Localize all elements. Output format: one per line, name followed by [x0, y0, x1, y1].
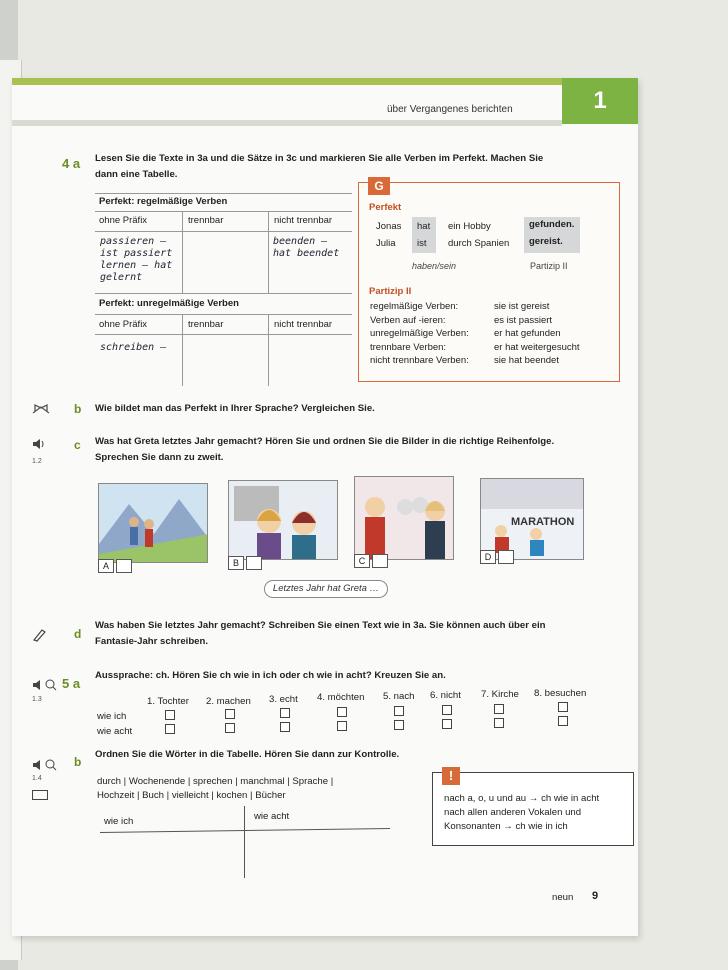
- track-number-4c: 1.2: [32, 458, 42, 465]
- exclamation-icon: !: [442, 767, 460, 785]
- partizip-title: Partizip II: [369, 286, 412, 297]
- checkbox-4-acht[interactable]: [337, 721, 347, 731]
- picture-b-friends: [228, 480, 338, 560]
- exercise-4b-number: b: [74, 402, 82, 416]
- speaker-search-icon-2: [32, 758, 58, 776]
- table-header-line: [100, 828, 390, 833]
- col-header-trennbar-2: trennbar: [188, 319, 224, 330]
- table-divider: [244, 806, 245, 878]
- exercise-4c-instruction: Was hat Greta letztes Jahr gemacht? Hören Sie und ordnen Sie die Bilder in die richtige Reihenfolge. Sprechen Sie dann zu zweit.: [95, 436, 555, 463]
- label-c: C: [354, 554, 370, 568]
- speech-bubble: Letztes Jahr hat Greta …: [264, 580, 388, 598]
- checkbox-1-ich[interactable]: [165, 710, 175, 720]
- answer-box-c[interactable]: [372, 554, 388, 568]
- pencil-icon: [32, 628, 46, 647]
- exercise-4a-number: 4 a: [62, 156, 81, 171]
- col-header-ohne-praefix: ohne Präfix: [99, 215, 148, 226]
- checkbox-1-acht[interactable]: [165, 724, 175, 734]
- grammar-title: Perfekt: [369, 202, 402, 213]
- grammar-row1-aux: hat: [417, 221, 431, 232]
- answer-box-d[interactable]: [498, 550, 514, 564]
- marathon-banner: MARATHON: [511, 516, 575, 528]
- word-1: 1. Tochter: [147, 696, 189, 707]
- checkbox-4-ich[interactable]: [337, 707, 347, 717]
- page-word: neun: [552, 892, 574, 903]
- exercise-4d-instruction: Was haben Sie letztes Jahr gemacht? Schreiben Sie einen Text wie in 3a. Sie können auch über ein Fantasie-Jahr schreiben.: [95, 620, 546, 647]
- row-wie-acht: wie acht: [97, 726, 133, 737]
- col-header-wie-acht: wie acht: [254, 811, 290, 822]
- book-discussion-icon: [32, 402, 50, 420]
- notebook-icon: [32, 790, 48, 800]
- header-grey-line: [12, 120, 562, 126]
- picture-c-party: [354, 476, 454, 560]
- checkbox-5-acht[interactable]: [394, 720, 404, 730]
- col-header-wie-ich: wie ich: [104, 816, 134, 827]
- row-wie-ich: wie ich: [97, 711, 127, 722]
- table-irregular-title: Perfekt: unregelmäßige Verben: [99, 298, 239, 309]
- word-list: durch | Wochenende | sprechen | manchmal | Sprache | Hochzeit | Buch | vielleicht | kochen | Bücher: [97, 776, 334, 801]
- handwriting-regular-nicht-trennbar: beenden – hat beendet: [273, 236, 340, 259]
- word-4: 4. möchten: [317, 692, 365, 703]
- answer-box-a[interactable]: [116, 559, 132, 573]
- col-header-trennbar: trennbar: [188, 215, 224, 226]
- picture-a-hiking: [98, 483, 208, 563]
- exercise-4d-number: d: [74, 627, 82, 641]
- exercise-5a-instruction: Aussprache: ch. Hören Sie ch wie in ich oder ch wie in acht? Kreuzen Sie an.: [95, 670, 446, 681]
- grammar-label-participle: Partizip II: [530, 261, 568, 271]
- partizip-examples: sie ist gereist es ist passiert er hat gefunden er hat weitergesucht sie hat beendet: [494, 301, 580, 366]
- speaker-search-icon: [32, 678, 58, 696]
- grammar-row1-object: ein Hobby: [448, 221, 491, 232]
- word-3: 3. echt: [269, 694, 298, 705]
- checkbox-6-acht[interactable]: [442, 719, 452, 729]
- header-green-bar: [12, 78, 562, 85]
- grammar-row2-participle: gereist.: [529, 236, 563, 247]
- grammar-row2-aux: ist: [417, 238, 427, 249]
- checkbox-8-ich[interactable]: [558, 702, 568, 712]
- col-header-nicht-trennbar: nicht trennbar: [274, 215, 333, 226]
- grammar-row2-subject: Julia: [376, 238, 396, 249]
- checkbox-3-ich[interactable]: [280, 708, 290, 718]
- checkbox-3-acht[interactable]: [280, 722, 290, 732]
- checkbox-2-acht[interactable]: [225, 723, 235, 733]
- track-number-5a: 1.3: [32, 696, 42, 703]
- checkbox-7-acht[interactable]: [494, 718, 504, 728]
- partizip-labels: regelmäßige Verben: Verben auf -ieren: unregelmäßige Verben: trennbare Verben: nicht trennbare Verben:: [370, 301, 469, 366]
- word-6: 6. nicht: [430, 690, 461, 701]
- grammar-row2-object: durch Spanien: [448, 238, 510, 249]
- handwriting-irregular-ohne-praefix: schreiben –: [100, 342, 167, 353]
- speaker-icon: [32, 437, 46, 455]
- checkbox-6-ich[interactable]: [442, 705, 452, 715]
- label-a: A: [98, 559, 114, 573]
- handwriting-regular-ohne-praefix: passieren – ist passiert lernen – hat gelernt: [100, 236, 173, 283]
- col-header-nicht-trennbar-2: nicht trennbar: [274, 319, 333, 330]
- section-title: über Vergangenes berichten: [387, 104, 513, 115]
- track-number-5b: 1.4: [32, 775, 42, 782]
- textbook-page: [12, 78, 638, 936]
- col-header-ohne-praefix-2: ohne Präfix: [99, 319, 148, 330]
- exercise-4a-instruction: Lesen Sie die Texte in 3a und die Sätze in 3c und markieren Sie alle Verben im Perfekt. Machen Sie dann eine Tabelle.: [95, 153, 544, 180]
- answer-box-b[interactable]: [246, 556, 262, 570]
- exercise-4b-instruction: Wie bildet man das Perfekt in Ihrer Sprache? Vergleichen Sie.: [95, 403, 375, 414]
- exercise-5b-number: b: [74, 755, 82, 769]
- word-2: 2. machen: [206, 696, 251, 707]
- word-7: 7. Kirche: [481, 689, 519, 700]
- grammar-icon: G: [368, 177, 390, 195]
- checkbox-2-ich[interactable]: [225, 709, 235, 719]
- grammar-row1-subject: Jonas: [376, 221, 402, 232]
- checkbox-8-acht[interactable]: [558, 716, 568, 726]
- checkbox-7-ich[interactable]: [494, 704, 504, 714]
- note-text: nach a, o, u und au → ch wie in acht nach allen anderen Vokalen und Konsonanten → ch wie in ich: [444, 793, 600, 832]
- grammar-label-aux: haben/sein: [412, 261, 457, 271]
- label-b: B: [228, 556, 244, 570]
- word-8: 8. besuchen: [534, 688, 587, 699]
- word-5: 5. nach: [383, 691, 415, 702]
- chapter-number: 1: [562, 78, 638, 124]
- label-d: D: [480, 550, 496, 564]
- exercise-4c-number: c: [74, 438, 81, 452]
- page-number: 9: [592, 890, 599, 902]
- checkbox-5-ich[interactable]: [394, 706, 404, 716]
- grammar-row1-participle: gefunden.: [529, 219, 575, 230]
- picture-d-marathon: [480, 478, 584, 560]
- exercise-5b-instruction: Ordnen Sie die Wörter in die Tabelle. Hören Sie dann zur Kontrolle.: [95, 749, 400, 760]
- exercise-5a-number: 5 a: [62, 676, 81, 691]
- table-regular-title: Perfekt: regelmäßige Verben: [99, 196, 228, 207]
